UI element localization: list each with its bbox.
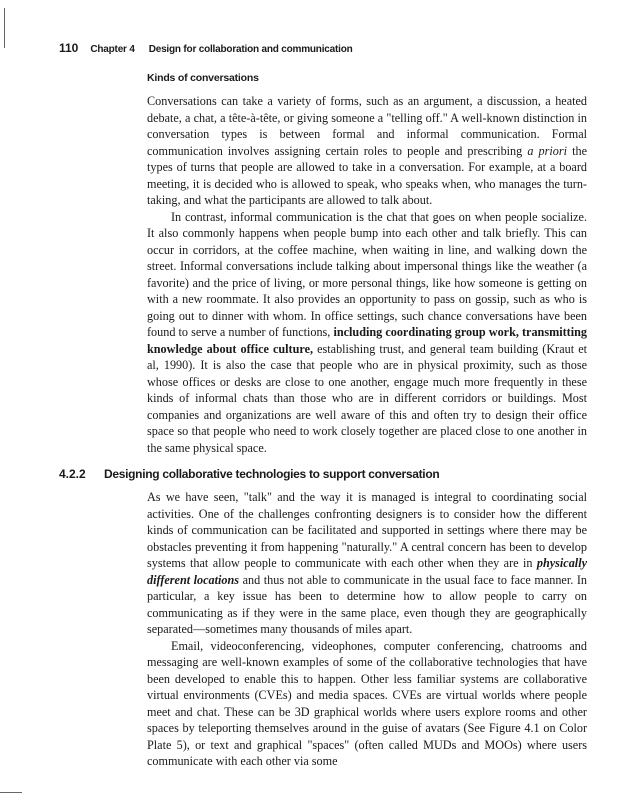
paragraph [147, 209, 587, 457]
chapter-title: Design for collaboration and communication [148, 44, 353, 55]
paragraph [147, 93, 587, 209]
crop-mark-left [4, 8, 5, 48]
section-number: 4.2.2 [59, 467, 86, 481]
text-run: establishing trust, and general team building (Kraut et al, 1990). It is also the case that people who are in physical proximity, such as those whose offices or desks are close to one another, engage much more frequently in these kinds of informal chats than those who are in different corridors or buildings. Most companies and organizations are well aware of this and often try to design their office space so that people who need to work closely together are placed close to one another in the same physical space. [147, 341, 587, 455]
running-head [59, 41, 599, 55]
section-body [147, 489, 587, 770]
section-title: Designing collaborative technologies to support conversation [104, 467, 440, 481]
text-run: the types of turns that people are allowed to take in a conversation. For example, at a board meeting, it is decided who is allowed to speak, who speaks when, who manages the turn-taking, and what the participants are allowed to talk about. [147, 143, 588, 207]
page-number: 110 [59, 41, 79, 55]
paragraph [147, 489, 587, 638]
text-run: and thus not able to communicate in the usual face to face manner. In particular, a key issue has been to determine how to allow people to carry on communicating as if they were in the same place, even though they are geographically separated—sometimes many thousands of miles apart. [147, 572, 587, 636]
text-run: Email, videoconferencing, videophones, computer conferencing, chatrooms and messaging are well-known examples of some of the collaborative technologies that have been developed to enable this to happen. Other less familiar systems are collaborative virtual environments (CVEs) and media spaces. CVEs are virtual worlds where people meet and chat. These can be 3D graphical worlds where users explore rooms and other spaces by teleporting themselves around in the guise of avatars (See Figure 4.1 on Color Plate 5), or text and graphical "spaces" (often called MUDs and MOOs) where users communicate with each other via some [147, 638, 587, 768]
italic-term: a priori [527, 143, 568, 158]
crop-mark-bottom [0, 792, 22, 793]
chapter-label: Chapter 4 [90, 44, 135, 55]
bold-italic-phrase: physically different locations [147, 556, 587, 587]
subsection-heading: Kinds of conversations [147, 72, 259, 84]
subsection-body [147, 93, 587, 456]
section-heading [59, 467, 439, 481]
text-run: In contrast, informal communication is the chat that goes on when people socialize. It also commonly happens when people bump into each other and talk briefly. This can occur in corridors, at the coffee machine, when waiting in line, and walking down the street. Informal conversations include talking about impersonal things like the weather (a favorite) and the price of living, or more personal things, like how someone is getting on with a new roommate. It also provides an opportunity to pass on gossip, such as who is going out to dinner with whom. In office settings, such chance conversations have been found to serve a number of functions, [147, 209, 587, 339]
paragraph [147, 638, 587, 770]
bold-phrase: including coordinating group work, transmitting knowledge about office culture, [147, 325, 587, 356]
text-run: Conversations can take a variety of forms, such as an argument, a discussion, a heated debate, a chat, a tête-à-tête, or giving someone a "telling off." A well-known distinction in conversation types is between formal and informal communication. Formal communication involves assigning certain roles to people and prescribing [147, 94, 587, 158]
text-run: As we have seen, "talk" and the way it is managed is integral to coordinating social activities. One of the challenges confronting designers is to consider how the different kinds of communication can be facilitated and supported in settings where there may be obstacles preventing it from happening "naturally." A central concern has been to develop systems that allow people to communicate with each other when they are in [147, 490, 587, 570]
